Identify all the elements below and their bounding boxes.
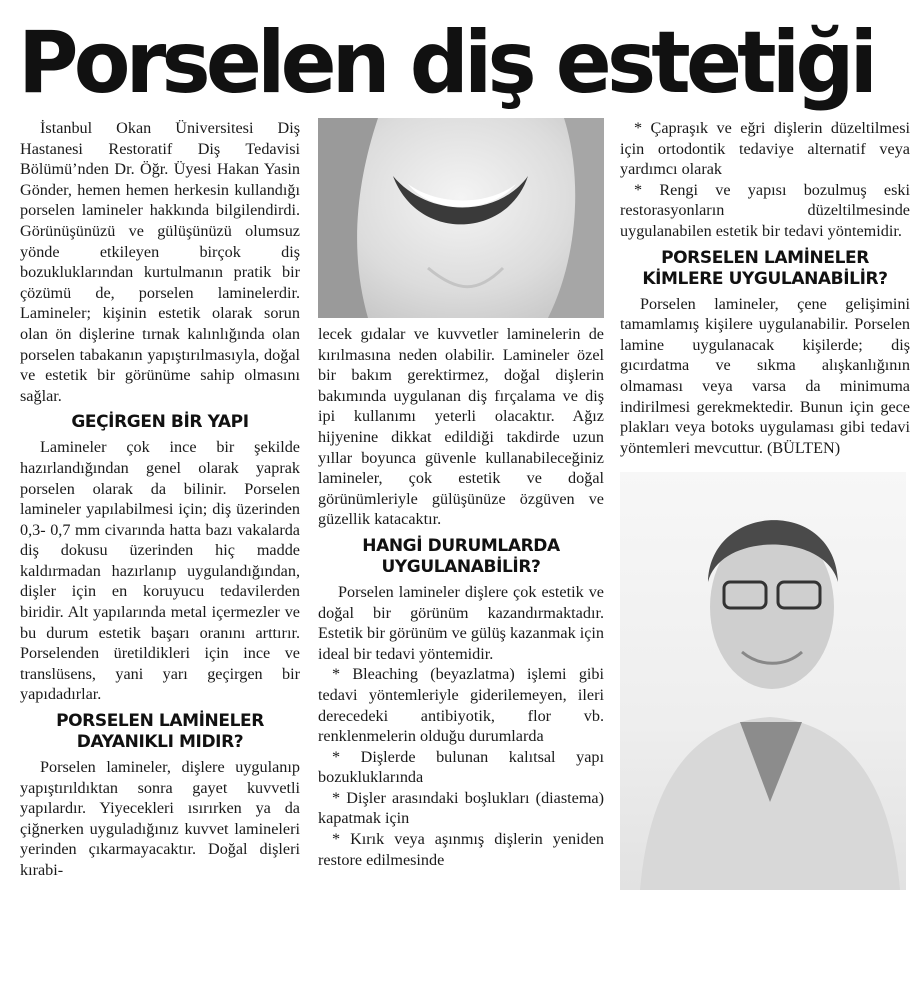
subheading-dayanikli-line1: PORSELEN LAMİNELER bbox=[56, 711, 264, 732]
durumlar-paragraph: Porselen lamineler dişlere çok estetik ve doğal bir görünüm kazandırmaktadır. Estetik bir görünüm ve gülüş kazanmak için ideal bir tedavi yöntemidir. bbox=[318, 582, 604, 663]
subheading-dayanikli-line2: DAYANIKLI MIDIR? bbox=[76, 732, 244, 753]
column-1 bbox=[20, 118, 300, 881]
bullet-kalitsal: * Dişlerde bulunan kalıtsal yapı bozukluklarında bbox=[318, 747, 604, 787]
column-2 bbox=[318, 118, 604, 870]
bakim-paragraph: lecek gıdalar ve kuvvetler laminelerin de kırılmasına neden olabilir. Lamineler özel bir bakım gerektirmez, doğal dişlerin bakımında uygulanan diş fırçalama ve diş ipi kullanımı yeterli olacaktır. Ağız hijyenine dikkat edildiği takdirde uzun yıllar boyunca güvenle kullanabileceğiniz lamineler, çok estetik ve doğal görünümleriyle gülüşünüze özgüven ve güzellik katacaktır. bbox=[318, 325, 604, 529]
bullet-bleaching: * Bleaching (beyazlatma) işlemi gibi tedavi yöntemleriyle giderilemeyen, ileri derecedeki antibiyotik, flor vb. renklenmelerin olduğu durumlarda bbox=[318, 665, 604, 746]
dayanikli-paragraph: Porselen lamineler, dişlere uygulanıp yapıştırıldıktan sonra gayet kuvvetli yapılardır. Yiyecekleri ısırırken ya da çiğnerken uyguladığınız kuvvet lamineleri yerinden çıkarmayacaktır. Doğal dişleri kırabi- bbox=[20, 758, 300, 879]
bullet-caprasik: * Çapraşık ve eğri dişlerin düzeltilmesi için ortodontik tedaviye alternatif veya yardımcı olarak bbox=[620, 119, 910, 179]
intro-paragraph: İstanbul Okan Üniversitesi Diş Hastanesi Restoratif Diş Tedavisi Bölümü’nden Dr. Öğr. Üyesi Hakan Yasin Gönder, hemen hemen herkesin kullandığı porselen lamineler hakkında bilgilendirdi. Görünüşünüzü ve gülüşünüzü olumsuz yönde etkileyen birçok diş bozukluklarından kurtulmanın pratik bir çözümü de, porselen laminelerdir. Lamineler; kişinin estetik olarak sorun olan ön dişlerine tırnak kalınlığında olan porselen tabakanın yapıştırılmasıyla, doğal ve estetik bir görünüme sahip olmasını sağlar. bbox=[20, 119, 300, 405]
hair-left bbox=[318, 118, 378, 318]
subheading-gecirgen: GEÇİRGEN BİR YAPI bbox=[71, 412, 249, 433]
doctor-illustration bbox=[620, 472, 906, 890]
bullet-rengi: * Rengi ve yapısı bozulmuş eski restorasyonların düzeltilmesinde uygulanabilen estetik bir tedavi yöntemidir. bbox=[620, 180, 910, 240]
gecirgen-paragraph: Lamineler çok ince bir şekilde hazırlandığından genel olarak yaprak porselen olarak da bilinir. Porselen lamineler yapılabilmesi için; diş üzerinden 0,3- 0,7 mm civarında hatta bazı vakalarda diş dokusu üzerinden hiç madde kaldırmadan hazırlanıp uygulandığından, dişler için en koruyucu tedavilerden biridir. Alt yapılarında metal içermezler ve bu durum estetik başarı oranını arttırır. Porselenden üretildikleri için ince ve translüsens, yani yarı geçirgen bir yapıdadırlar. bbox=[20, 438, 300, 704]
smile-photo bbox=[318, 118, 604, 318]
chin-shade bbox=[428, 268, 503, 287]
kimlere-paragraph: Porselen lamineler, çene gelişimini tamamlamış kişilere uygulanabilir. Porselen lamine uygulanacak kişilerde; diş gıcırdatma ve sıkma alışkanlığının olmaması veya varsa da minimuma indirilmesi gerekmektedir. Bunun için gece plakları veya botoks uygulaması gibi tedavi yöntemleri mevcuttur. (BÜLTEN) bbox=[620, 294, 910, 457]
subheading-kimlere-line2: KİMLERE UYGULANABİLİR? bbox=[642, 268, 888, 289]
subheading-kimlere-line1: PORSELEN LAMİNELER bbox=[661, 247, 869, 268]
subheading-dayanikli bbox=[20, 711, 300, 753]
subheading-hangi-line1: HANGİ DURUMLARDA bbox=[362, 535, 560, 556]
column-3 bbox=[620, 118, 910, 890]
subheading-hangi-line2: UYGULANABİLİR? bbox=[381, 556, 541, 577]
bullet-kirik: * Kırık veya aşınmış dişlerin yeniden restore edilmesinde bbox=[318, 830, 604, 869]
bullet-diastema: * Dişler arasındaki boşlukları (diastema) kapatmak için bbox=[318, 788, 604, 828]
subheading-kimlere bbox=[620, 248, 910, 290]
subheading-hangi-durumlarda bbox=[318, 536, 604, 578]
hair-right bbox=[548, 118, 604, 318]
doctor-portrait bbox=[620, 472, 906, 890]
mouth bbox=[393, 176, 528, 224]
headline: Porselen diş estetiği bbox=[18, 13, 874, 113]
smile-illustration bbox=[318, 118, 604, 318]
